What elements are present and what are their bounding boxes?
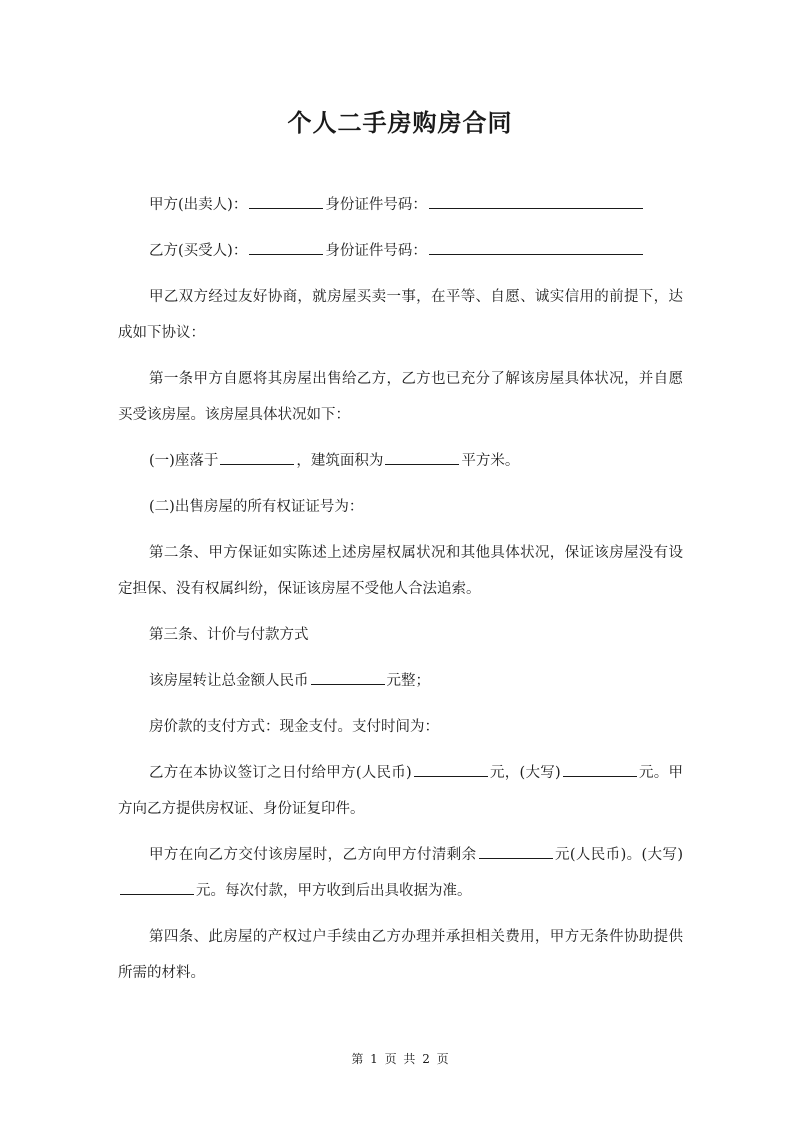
- payment-1-amount-blank: [414, 775, 488, 777]
- article-4: 第四条、此房屋的产权过户手续由乙方办理并承担相关费用，甲方无条件协助提供所需的材料。: [118, 929, 683, 981]
- payment-2-part3: 元。每次付款，甲方收到后出具收据为准。: [196, 883, 472, 899]
- item-1-part3: 平方米。: [461, 453, 520, 469]
- article-3-heading: 第三条、计价与付款方式: [149, 627, 309, 643]
- document-body: [118, 187, 683, 1001]
- payment-2-amount-blank: [479, 857, 553, 859]
- payment-2-part1: 甲方在向乙方交付该房屋时，乙方向甲方付清剩余: [149, 847, 477, 863]
- payment-1-words-blank: [563, 775, 637, 777]
- party-a-name-blank: [249, 207, 323, 209]
- total-price-line: [118, 663, 683, 699]
- total-price-part2: 元整；: [386, 673, 430, 689]
- total-price-part1: 该房屋转让总金额人民币: [149, 673, 309, 689]
- payment-1-part3: 元。甲方向乙方提供房权证、身份证复印件。: [118, 765, 683, 817]
- party-b-name-blank: [249, 253, 323, 255]
- payment-2-paragraph: [118, 837, 683, 909]
- article-2: 第二条、甲方保证如实陈述上述房屋权属状况和其他具体状况，保证该房屋没有设定担保、没有权属纠纷，保证该房屋不受他人合法追索。: [118, 545, 683, 597]
- payment-method-line: 房价款的支付方式：现金支付。支付时间为：: [149, 719, 439, 735]
- item-1-part1: (一)座落于: [149, 453, 219, 469]
- party-a-line: [118, 187, 683, 223]
- party-b-label: 乙方(买受人)：: [149, 243, 248, 259]
- page-number: 第 1 页 共 2 页: [351, 1052, 449, 1066]
- party-a-id-label: 身份证件号码：: [325, 197, 427, 213]
- item-1-location: [118, 443, 683, 479]
- item-2-certificate: (二)出售房屋的所有权证证号为：: [149, 499, 364, 515]
- item-1-part2: ，建筑面积为: [296, 453, 384, 469]
- total-price-blank: [311, 683, 385, 685]
- payment-2-part2: 元(人民币)。(大写): [554, 847, 683, 863]
- article-1: 第一条甲方自愿将其房屋出售给乙方，乙方也已充分了解该房屋具体状况，并自愿买受该房屋。该房屋具体状况如下：: [118, 371, 683, 423]
- party-b-line: [118, 233, 683, 269]
- location-blank: [220, 463, 294, 465]
- party-a-id-blank: [429, 207, 643, 209]
- intro-paragraph: 甲乙双方经过友好协商，就房屋买卖一事，在平等、自愿、诚实信用的前提下，达成如下协议：: [118, 289, 683, 341]
- party-b-id-blank: [429, 253, 643, 255]
- payment-1-part1: 乙方在本协议签订之日付给甲方(人民币): [149, 765, 412, 781]
- party-b-id-label: 身份证件号码：: [325, 243, 427, 259]
- area-blank: [385, 463, 459, 465]
- document-title: 个人二手房购房合同: [287, 108, 513, 137]
- payment-2-words-blank: [120, 893, 194, 895]
- party-a-label: 甲方(出卖人)：: [149, 197, 248, 213]
- payment-1-part2: 元，(大写): [489, 765, 561, 781]
- payment-1-paragraph: [118, 755, 683, 827]
